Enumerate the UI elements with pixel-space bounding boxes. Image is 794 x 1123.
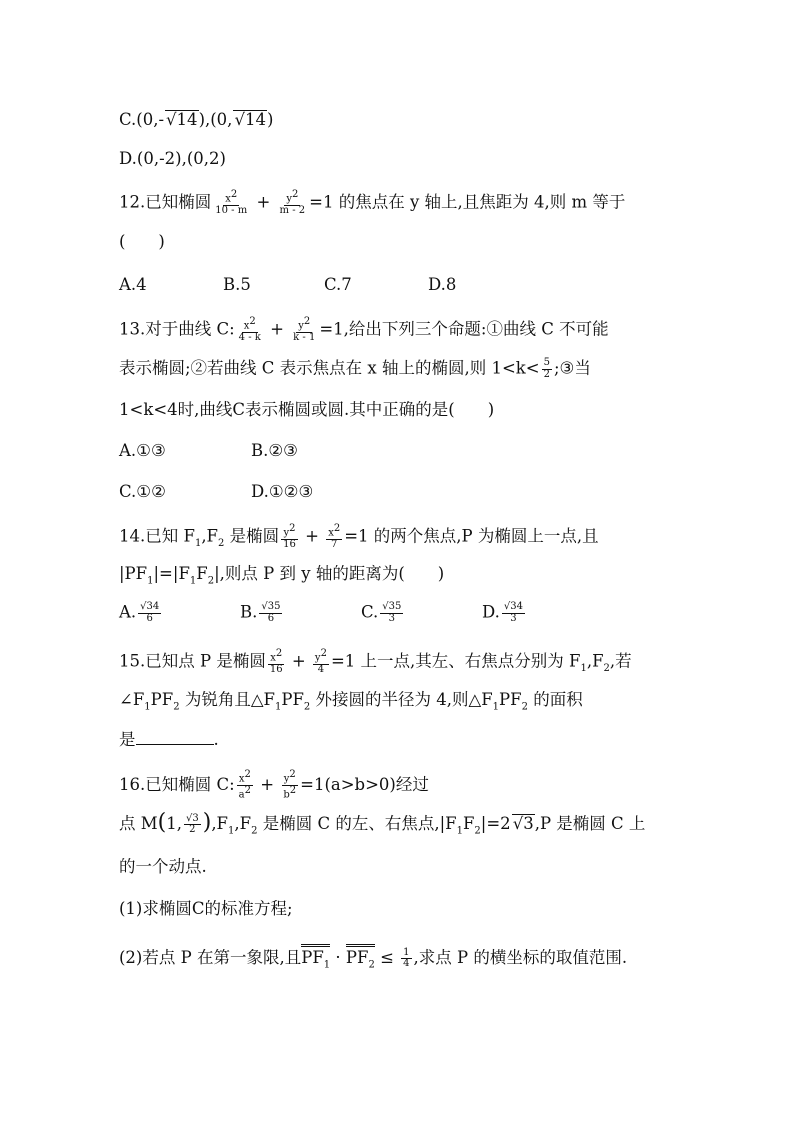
frac-y2-over-b2: $\frac{y^2}{b^2}$: [283, 769, 297, 801]
frac-5-over-2: $\frac{5}{2}$: [543, 357, 550, 380]
question-12-options: [119, 277, 456, 294]
q13-option-b: B.②③: [251, 441, 298, 460]
question-14-line-1: 14.已知 $F_1,F_2$ 是椭圆 $\frac{y^2}{16}$ + $\frac{x^2}{7}$ =1 的两个焦点,P 为椭圆上一点,且: [119, 523, 599, 550]
frac-x2-over-7: $\frac{x^2}{7}$: [328, 523, 341, 550]
vector-pf2: $PF_2$: [346, 944, 375, 970]
question-16-line-1: 16.已知椭圆 C: $\frac{x^2}{a^2}$ + $\frac{y^2}{b^2}$ =1(a>b>0)经过: [119, 769, 429, 801]
q14-option-b: B. $\frac{√35}{6}$: [240, 601, 281, 624]
frac-sqrt3-over-2: $\frac{√3}{2}$: [185, 812, 199, 835]
question-15-line-1: 15.已知点 P 是椭圆 $\frac{x^2}{16}$ + $\frac{y^2}{4}$ =1 上一点,其左、右焦点分别为 $F_1,F_2$,若: [119, 648, 632, 675]
q14-option-d: D. $\frac{√34}{3}$: [482, 601, 523, 624]
vector-pf1: $PF_1$: [301, 944, 330, 970]
frac-x2-over-16: $\frac{x^2}{16}$: [269, 648, 283, 675]
question-13-line-2: 表示椭圆;②若曲线 C 表示焦点在 x 轴上的椭圆,则 1<k< $\frac{5}{2}$ ;③当: [119, 357, 591, 380]
question-15-line-3: 是 .: [119, 730, 219, 749]
sqrt-14-neg: √14: [166, 110, 198, 129]
question-14-options: [119, 602, 527, 624]
q14-option-a: A. $\frac{√34}{6}$: [119, 601, 160, 624]
frac-y2-over-k-1: $\frac{y^2}{k - 1}$: [293, 316, 316, 343]
q13-option-d: D.①②③: [251, 482, 314, 501]
question-13-options-row2: [119, 484, 313, 501]
q13-option-a: A.①③: [119, 441, 166, 460]
frac-x2-over-a2: $\frac{x^2}{a^2}$: [238, 769, 252, 801]
frac-y2-over-m-2: $\frac{y^2}{m - 2}$: [279, 189, 306, 216]
question-16-line-3: 的一个动点.: [119, 857, 207, 876]
question-12: 12.已知椭圆 $\frac{x^2}{10 - m}$ + $\frac{y^2}{m - 2}$ =1 的焦点在 y 轴上,且焦距为 4,则 m 等于: [119, 189, 626, 216]
q14-option-c: C. $\frac{√35}{3}$: [361, 601, 402, 624]
frac-y2-over-16: $\frac{y^2}{16}$: [283, 523, 296, 550]
sqrt-14: √14: [234, 110, 266, 129]
q12-option-b: B.5: [223, 275, 251, 294]
question-16-part-2: (2)若点 P 在第一象限,且$PF_1 \cdot PF_2$ ≤ $\frac{1}{4}$ ,求点 P 的横坐标的取值范围.: [119, 944, 627, 970]
question-13-line-3: 1<k<4时,曲线C表示椭圆或圆.其中正确的是( ): [119, 400, 495, 419]
option-d-line: D.(0,-2),(0,2): [119, 149, 226, 168]
frac-x2-over-4-k: $\frac{x^2}{4 - k}$: [238, 316, 261, 343]
question-14-line-2: $|PF_1|=|F_1F_2|$,则点 P 到 y 轴的距离为( ): [119, 564, 445, 587]
q12-option-c: C.7: [324, 275, 352, 294]
frac-1-over-4: $\frac{1}{4}$: [403, 946, 410, 969]
q13-option-c: C.①②: [119, 482, 166, 501]
q12-option-a: A.4: [119, 275, 147, 294]
q12-option-d: D.8: [428, 275, 457, 294]
question-15-line-2: $\angle F_1PF_2$ 为锐角且$\triangle F_1PF_2$ 外接圆的半径为 4,则$\triangle F_1PF_2$ 的面积: [119, 690, 583, 713]
answer-blank[interactable]: [136, 744, 214, 745]
question-12-paren: ( ): [119, 232, 165, 251]
frac-x2-over-10-m: $\frac{x^2}{10 - m}$: [215, 189, 248, 216]
question-16-line-2: 点 M(1, $\frac{√3}{2}$ )$,F_1,F_2$ 是椭圆 C 的左、右焦点$,|F_1F_2|=2$ √3,P 是椭圆 C 上: [119, 810, 646, 837]
question-13-line-1: 13.对于曲线 C: $\frac{x^2}{4 - k}$ + $\frac{y^2}{k - 1}$ =1,给出下列三个命题:①曲线 C 不可能: [119, 316, 609, 343]
frac-y2-over-4: $\frac{y^2}{4}$: [314, 648, 327, 675]
question-13-options-row1: [119, 443, 298, 460]
question-16-part-1: (1)求椭圆C的标准方程;: [119, 899, 293, 918]
option-c-line: C.(0,- √14),(0, √14): [119, 110, 274, 129]
